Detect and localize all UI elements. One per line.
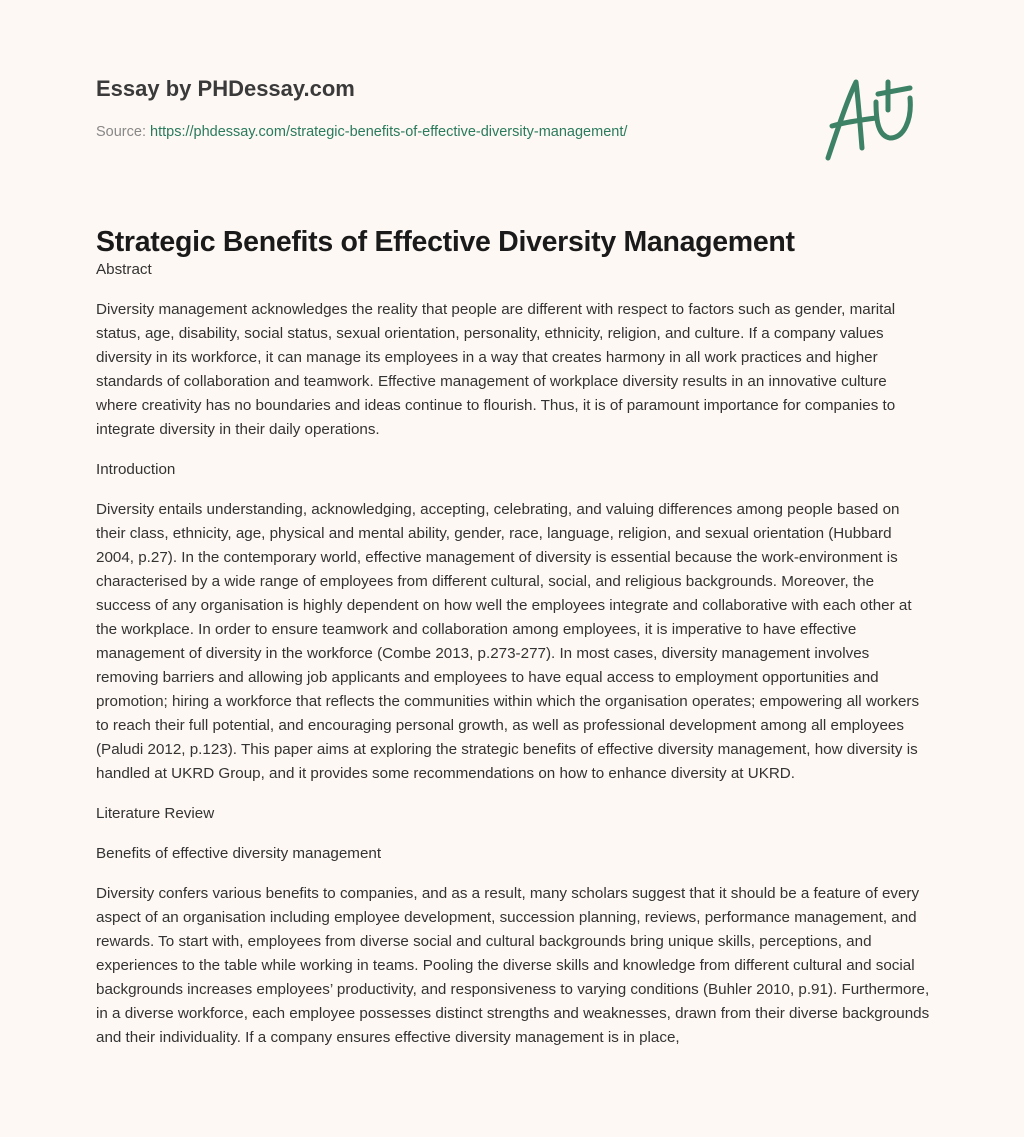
section-heading-introduction: Introduction [96, 461, 176, 478]
source-link[interactable]: https://phdessay.com/strategic-benefits-of-effective-diversity-management/ [150, 124, 628, 140]
essay-body [96, 258, 932, 1066]
abstract-paragraph: Diversity management acknowledges the reality that people are different with respect to factors such as gender, marital status, age, disability, social status, sexual orientation, personality, ethnicity, religion, and culture. If a company values diversity in its workforce, it can manage its employees in a way that creates harmony in all work practices and higher standards of collaboration and teamwork. Effective management of workplace diversity results in an innovative culture where creativity has no boundaries and ideas continue to flourish. Thus, it is of paramount importance for companies to integrate diversity in their daily operations. [96, 301, 896, 438]
subheading-benefits: Benefits of effective diversity management [96, 845, 382, 862]
section-heading-abstract: Abstract [96, 261, 152, 278]
introduction-paragraph: Diversity entails understanding, acknowledging, accepting, celebrating, and valuing differences among people based on their class, ethnicity, age, physical and mental ability, gender, race, language, religion, and sexual orientation (Hubbard 2004, p.27). In the contemporary world, effective management of diversity is essential because the work-environment is characterised by a wide range of employees from different cultural, social, and religious backgrounds. Moreover, the success of any organisation is highly dependent on how well the employees integrate and collaborative with each other at the workplace. In order to ensure teamwork and collaboration among employees, it is imperative to have effective management of diversity in the workforce (Combe 2013, p.273-277). In most cases, diversity management involves removing barriers and allowing job applicants and employees to have equal access to employment opportunities and promotion; hiring a workforce that reflects the communities within which the organisation operates; empowering all workers to reach their full potential, and encouraging personal growth, as well as professional development among all employees (Paludi 2012, p.123). This paper aims at exploring the strategic benefits of effective diversity management, how diversity is handled at UKRD Group, and it provides some recommendations on how to enhance diversity at UKRD. [96, 501, 920, 782]
section-heading-literature-review: Literature Review [96, 805, 215, 822]
source-label: Source: [96, 124, 146, 140]
a-plus-logo-icon [818, 68, 928, 164]
source-line [96, 124, 627, 140]
site-brand: Essay by PHDessay.com [96, 76, 355, 101]
benefits-paragraph: Diversity confers various benefits to companies, and as a result, many scholars suggest that it should be a feature of every aspect of an organisation including employee development, succession planning, reviews, performance management, and rewards. To start with, employees from diverse social and cultural backgrounds bring unique skills, perceptions, and experiences to the table while working in teams. Pooling the diverse skills and knowledge from different cultural and social backgrounds increases employees’ productivity, and responsiveness to varying conditions (Buhler 2010, p.91). Furthermore, in a diverse workforce, each employee possesses distinct strengths and weaknesses, drawn from their diverse backgrounds and their individuality. If a company ensures effective diversity management is in place, [96, 885, 930, 1046]
essay-title: Strategic Benefits of Effective Diversity Management [96, 226, 795, 258]
